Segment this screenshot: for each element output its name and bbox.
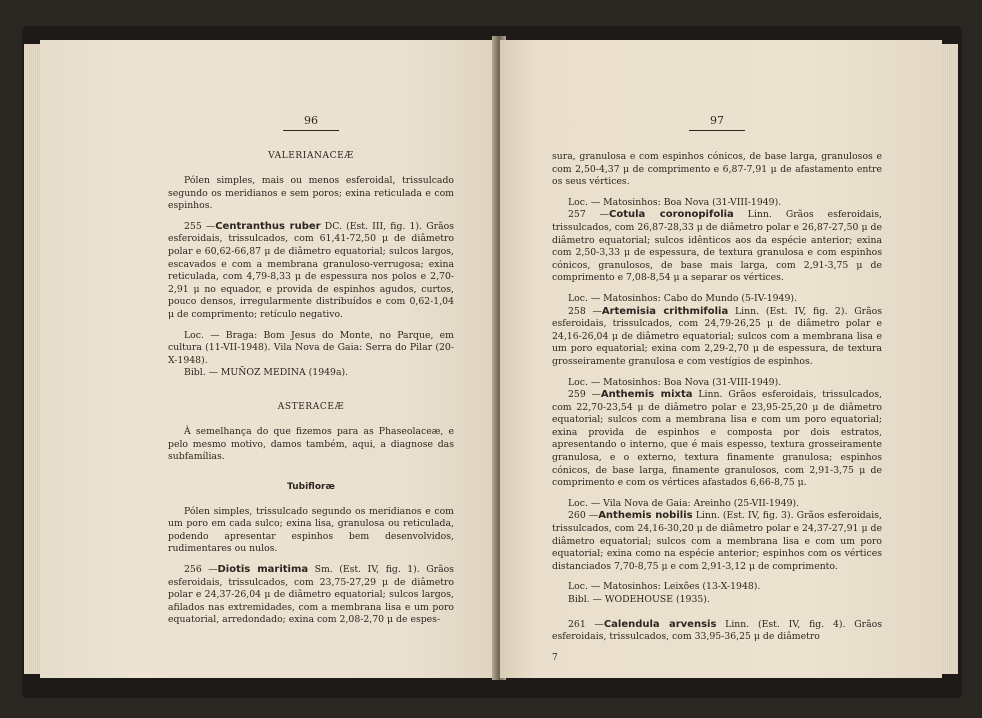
family-description: Pólen simples, mais ou menos esferoidal, trissulcado segundo os meridianos e sem poros; exina reticulada e com espinhos. [168,175,454,212]
entry-number: 261 — [568,618,604,630]
entry-description: Linn. Grãos esferoidais, trissulcados, com 22,70-23,54 μ de diâmetro polar e 23,95-25,20 μ de diâmetro equatorial; sulcos com a membrana lisa e com um poro equatorial; exina provida de espinhos e composta por dois estratos, apresentando o interno, que é mais espesso, textura grosseiramente granulosa, e o externo, textura finamente granulosa; espinhos cónicos, de base larga, finamente granulosos, com 2,91-3,75 μ de comprimento e com os vértices afastados 6,66-8,75 μ. [552,389,882,489]
entry-number: 259 — [568,389,601,401]
species-entry-255 [168,221,454,322]
locality-note: Loc. — Matosinhos: Leixões (13-X-1948). [568,581,761,593]
subfamily-heading: Tubifloræ [287,481,335,492]
species-name: Calendula arvensis [603,618,717,630]
right-page [500,40,942,678]
page-number-left: 96 [168,114,454,131]
species-entry-257 [552,209,882,285]
species-entry-256 [168,564,454,627]
locality-note: Loc. — Matosinhos: Boa Nova (31-VIII-1949). [568,196,782,208]
left-page [40,40,498,678]
locality-note: Loc. — Matosinhos: Cabo do Mundo (5-IV-1949). [568,292,797,304]
species-name: Cotula coronopifolia [609,209,734,221]
continued-text: sura, granulosa e com espinhos cónicos, de base larga, granulosos e com 2,50-4,37 μ de comprimento e 6,87-7,91 μ de afastamento entre os seus vértices. [552,151,882,188]
page-number-right: 97 [552,114,882,131]
printer-signature-mark: 7 [552,652,558,663]
species-entry-261 [552,619,882,644]
bibliography-note: Bibl. — MUÑOZ MEDINA (1949a). [184,367,349,379]
species-entry-260 [552,510,882,573]
species-name: Centranthus ruber [215,220,321,232]
page-edges-right [940,44,958,674]
locality-note: Loc. — Braga: Bom Jesus do Monte, no Parque, em cultura (11-VII-1948). Vila Nova de Gaia: Serra do Pilar (20-X-1948). [168,329,454,366]
species-name: Anthemis nobilis [598,510,693,522]
entry-number: 255 — [184,220,216,232]
family-description: À semelhança do que fizemos para as Phaseolaceæ, e pelo mesmo motivo, damos também, aqui, a diagnose das subfamílias. [168,425,454,463]
entry-description: Linn. (Est. IV, fig. 3). Grãos esferoidais, trissulcados, com 24,16-30,20 μ de diâmetro polar e 24,37-27,91 μ de diâmetro equatorial; sulcos com a membrana lisa e com um poro equatorial; exina como na espécie anterior; espinhos com os vértices distanciados 7,70-8,75 μ e com 2,91-3,12 μ de comprimento. [552,510,882,572]
entry-description: Sm. (Est. IV, fig. 1). Grãos esferoidais, trissulcados, com 23,75-27,29 μ de diâmetro polar e 24,37-26,04 μ de diâmetro equatorial; sulcos largos, afilados nas extremidades, com a membrana lisa e um poro equatorial, arredondado; exina com 2,08-2,70 μ de espes- [168,564,454,626]
species-name: Artemisia crithmifolia [601,305,729,317]
family-heading-asteraceae: ASTERACEÆ [277,401,345,412]
bibliography-note: Bibl. — WODEHOUSE (1935). [568,594,710,605]
locality-note: Loc. — Matosinhos: Boa Nova (31-VIII-1949). [568,376,782,388]
entry-number: 256 — [184,564,218,576]
entry-description: Linn. Grãos esferoidais, trissulcados, com 26,87-28,33 μ de diâmetro polar e 26,87-27,50 μ de diâmetro equatorial; sulcos idênticos aos da espécie anterior; exina com 2,50-3,33 μ de espessura, de textura granulosa e com espinhos cónicos, granulosos, de base mais larga, com 2,91-3,75 μ de comprimento e 7,08-8,54 μ a separar os vértices. [552,209,882,284]
species-entry-259 [552,389,882,490]
entry-description: Linn. (Est. IV, fig. 4). Grãos esferoidais, trissulcados, com 33,95-36,25 μ de diâmetro [552,618,882,643]
entry-description: DC. (Est. III, fig. 1). Grãos esferoidais, trissulcados, com 61,41-72,50 μ de diâmetro polar e 60,62-66,87 μ de diâmetro equatorial; sulcos largos, escavados e com a membrana granuloso-verrugosa; exina reticulada, com 4,79-8,33 μ de espessura nos polos e 2,70-2,91 μ no equador, e provida de espinhos agudos, curtos, pouco densos, irregularmente distribuídos e com 0,62-1,04 μ de comprimento; retículo negativo. [168,220,454,320]
species-entry-258 [552,306,882,369]
entry-number: 260 — [568,510,599,522]
entry-description: Linn. (Est. IV, fig. 2). Grãos esferoidais, trissulcados, com 24,79-26,25 μ de diâmetro polar e 24,16-26,04 μ de diâmetro equatorial; sulcos com a membrana lisa e um poro equatorial; exina com 2,29-2,70 μ de espessura, de textura grosseiramente granulosa e com vestígios de espinhos. [552,305,882,367]
entry-number: 258 — [568,305,602,317]
species-name: Diotis maritima [217,564,309,576]
species-name: Anthemis mixta [600,389,693,401]
subfamily-description: Pólen simples, trissulcado segundo os meridianos e com um poro em cada sulco; exina lisa, granulosa ou reticulada, podendo apresentar espinhos bem desenvolvidos, rudimentares ou nulos. [168,505,454,555]
locality-note: Loc. — Vila Nova de Gaia: Areinho (25-VII-1949). [568,497,800,509]
entry-number: 257 — [568,209,610,221]
open-book [22,26,962,698]
family-heading-valerianaceae: VALERIANACEÆ [268,151,354,161]
